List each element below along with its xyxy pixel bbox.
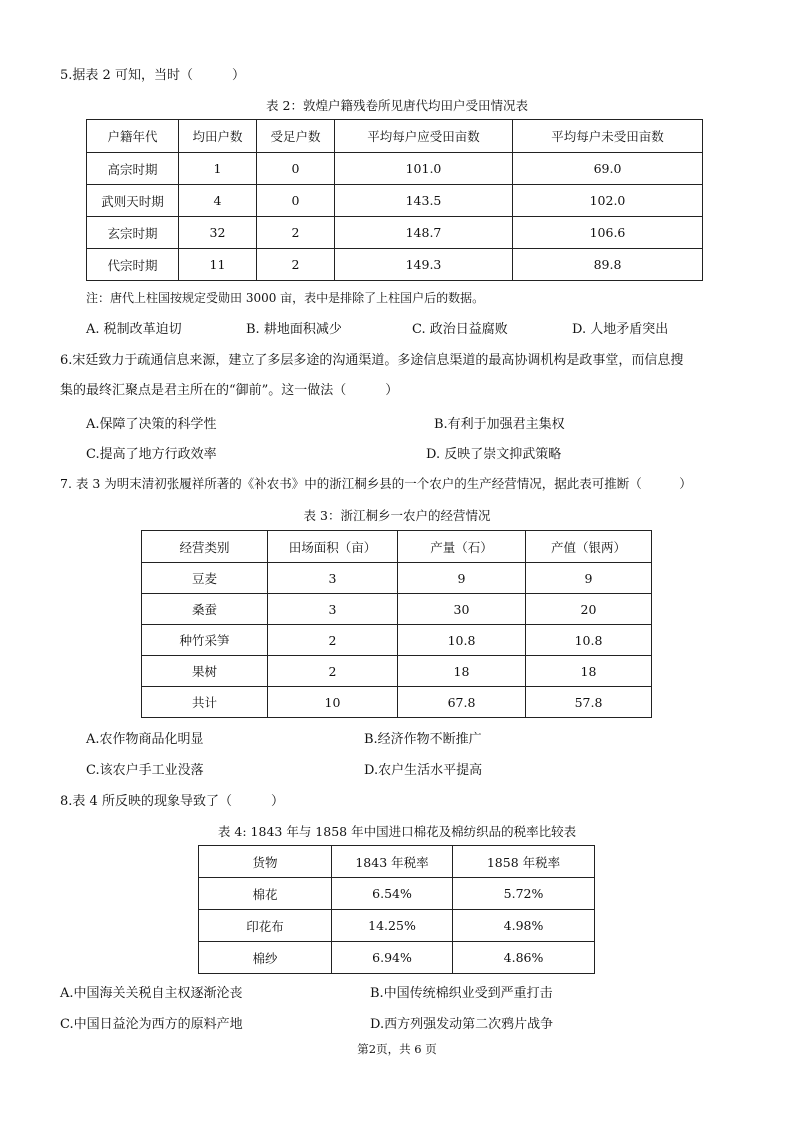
table-cell: 2 [268,656,398,687]
table-header-row [87,120,703,153]
table-cell: 棉花 [199,878,332,910]
table-cell: 0 [257,153,335,185]
q7-option-a[interactable]: A.农作物商品化明显 [86,732,204,747]
table-row [142,656,652,687]
table3 [141,530,652,718]
table-cell: 69.0 [513,153,703,185]
table-cell: 高宗时期 [87,153,179,185]
q8-option-c[interactable]: C.中国日益沦为西方的原料产地 [60,1017,243,1032]
table-row [142,625,652,656]
table-cell: 2 [268,625,398,656]
table-row [87,217,703,249]
table-row [87,249,703,281]
table-cell: 桑蚕 [142,594,268,625]
q7-option-c[interactable]: C.该农户手工业没落 [86,763,204,778]
table-cell: 10.8 [398,625,526,656]
header-cell: 田场面积（亩） [268,531,398,563]
q7-option-b[interactable]: B.经济作物不断推广 [364,732,482,747]
table2-note: 注：唐代上柱国按规定受勋田 3000 亩，表中是排除了上柱国户后的数据。 [86,291,485,305]
table-cell: 143.5 [335,185,513,217]
table-cell: 30 [398,594,526,625]
header-cell: 平均每户应受田亩数 [335,120,513,153]
table-cell: 0 [257,185,335,217]
table-cell: 11 [179,249,257,281]
header-cell: 均田户数 [179,120,257,153]
table-row [199,942,595,974]
table-row [142,594,652,625]
header-cell: 货物 [199,846,332,878]
q8-option-d[interactable]: D.西方列强发动第二次鸦片战争 [370,1017,554,1032]
q7-stem: 7. 表 3 为明末清初张履祥所著的《补农书》中的浙江桐乡县的一个农户的生产经营情况，据此表可推断（ ） [60,476,692,491]
table-cell: 148.7 [335,217,513,249]
table-cell: 4.98% [453,910,595,942]
header-cell: 受足户数 [257,120,335,153]
table-row [142,687,652,718]
table-cell: 3 [268,563,398,594]
table-cell: 18 [526,656,652,687]
header-cell: 平均每户未受田亩数 [513,120,703,153]
q7-option-d[interactable]: D.农户生活水平提高 [364,763,483,778]
header-cell: 1858 年税率 [453,846,595,878]
table-cell: 14.25% [332,910,453,942]
q5-option-c[interactable]: C. 政治日益腐败 [412,322,508,337]
table4 [198,845,595,974]
table4-caption: 表 4: 1843 年与 1858 年中国进口棉花及棉纺织品的税率比较表 [217,824,577,839]
table-cell: 10.8 [526,625,652,656]
table-cell: 9 [398,563,526,594]
table-cell: 106.6 [513,217,703,249]
header-cell: 户籍年代 [87,120,179,153]
table-cell: 67.8 [398,687,526,718]
table-row [87,185,703,217]
table-cell: 玄宗时期 [87,217,179,249]
table-header-row [199,846,595,878]
table-row [87,153,703,185]
table-cell: 印花布 [199,910,332,942]
table-cell: 5.72% [453,878,595,910]
table-cell: 102.0 [513,185,703,217]
table-cell: 1 [179,153,257,185]
table-cell: 共计 [142,687,268,718]
table-row [142,563,652,594]
q5-option-b[interactable]: B. 耕地面积减少 [246,322,342,337]
table-cell: 果树 [142,656,268,687]
q6-stem-line2: 集的最终汇聚点是君主所在的“御前”。这一做法（ ） [60,383,399,398]
table3-caption: 表 3：浙江桐乡一农户的经营情况 [303,508,491,523]
table-cell: 4.86% [453,942,595,974]
table-cell: 代宗时期 [87,249,179,281]
table-cell: 武则天时期 [87,185,179,217]
table-cell: 101.0 [335,153,513,185]
table-cell: 10 [268,687,398,718]
header-cell: 1843 年税率 [332,846,453,878]
table-cell: 32 [179,217,257,249]
table-cell: 6.54% [332,878,453,910]
q6-option-a[interactable]: A.保障了决策的科学性 [86,417,217,432]
table-cell: 4 [179,185,257,217]
q6-option-d[interactable]: D. 反映了崇文抑武策略 [426,447,562,462]
q8-option-a[interactable]: A.中国海关关税自主权逐渐沦丧 [60,986,243,1001]
table2-caption: 表 2：敦煌户籍残卷所见唐代均田户受田情况表 [266,98,528,113]
table-cell: 18 [398,656,526,687]
table-cell: 豆麦 [142,563,268,594]
table-cell: 57.8 [526,687,652,718]
q5-stem: 5.据表 2 可知，当时（ ） [60,68,245,83]
table-cell: 3 [268,594,398,625]
page-footer: 第2页，共 6 页 [357,1042,437,1056]
table-cell: 20 [526,594,652,625]
q6-option-b[interactable]: B.有利于加强君主集权 [434,417,565,432]
q8-option-b[interactable]: B.中国传统棉织业受到严重打击 [370,986,553,1001]
table-cell: 6.94% [332,942,453,974]
table-cell: 149.3 [335,249,513,281]
q5-option-a[interactable]: A. 税制改革迫切 [86,322,182,337]
table-cell: 2 [257,249,335,281]
header-cell: 经营类别 [142,531,268,563]
table2 [86,119,703,281]
q6-stem-line1: 6.宋廷致力于疏通信息来源，建立了多层多途的沟通渠道。多途信息渠道的最高协调机构是政事堂，而信息搜 [60,353,684,368]
header-cell: 产量（石） [398,531,526,563]
table-cell: 89.8 [513,249,703,281]
table-row [199,910,595,942]
header-cell: 产值（银两） [526,531,652,563]
table-header-row [142,531,652,563]
q6-option-c[interactable]: C.提高了地方行政效率 [86,447,217,462]
table-cell: 棉纱 [199,942,332,974]
q5-option-d[interactable]: D. 人地矛盾突出 [572,322,669,337]
table-cell: 9 [526,563,652,594]
q8-stem: 8.表 4 所反映的现象导致了（ ） [60,794,284,809]
table-row [199,878,595,910]
table-cell: 种竹采笋 [142,625,268,656]
table-cell: 2 [257,217,335,249]
